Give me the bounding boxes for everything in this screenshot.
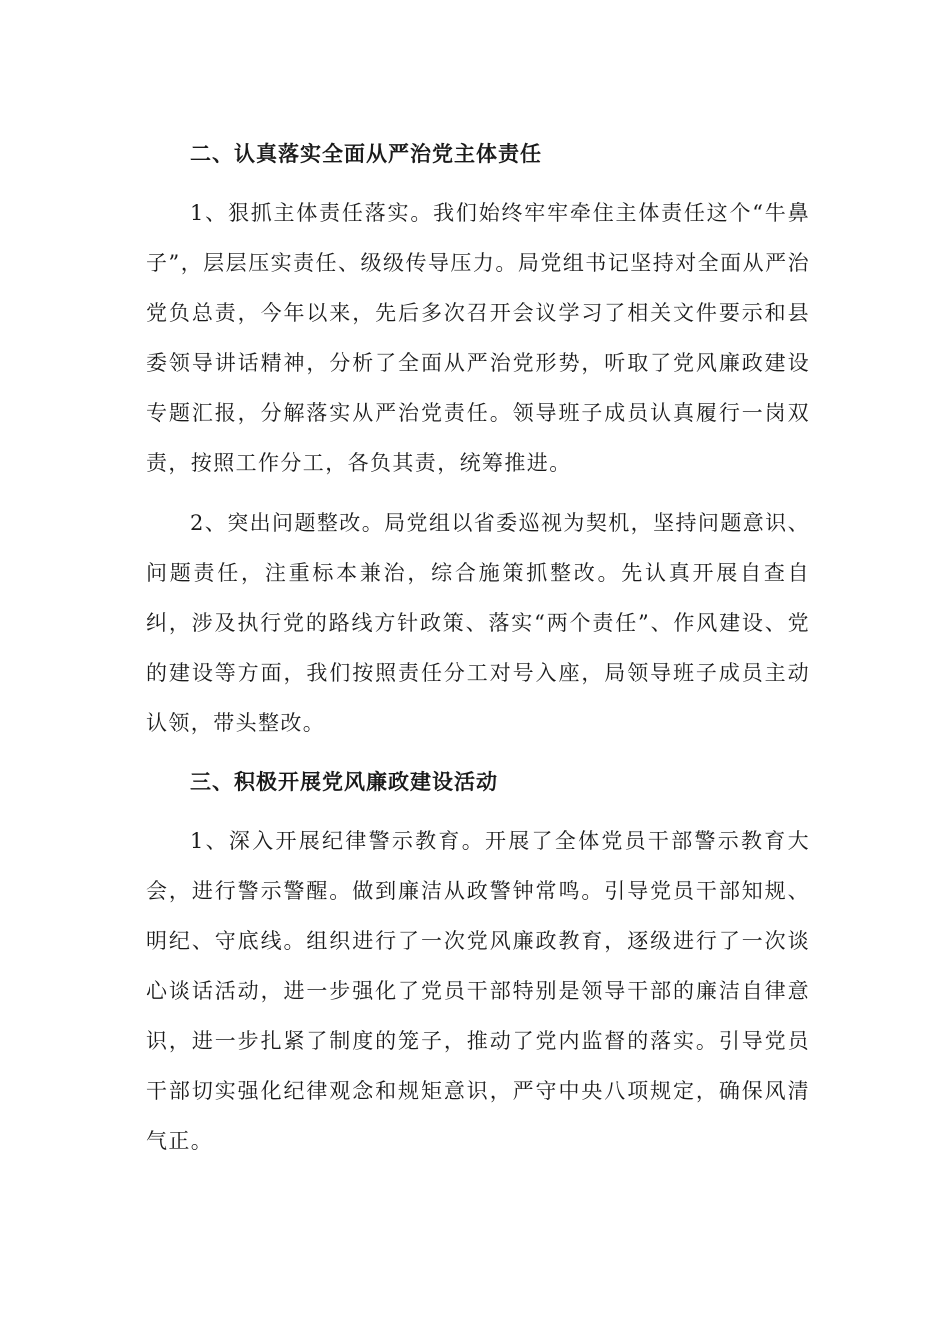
section-heading-2: 二、认真落实全面从严治党主体责任 — [190, 141, 542, 166]
paragraph-problem-rectification: 2、突出问题整改。局党组以省委巡视为契机，坚持问题意识、问题责任，注重标本兼治，综合施策抓整改。先认真开展自查自纠，涉及执行党的路线方针政策、落实“两个责任”、作风建设、党的建设等方面，我们按照责任分工对号入座，局领导班子成员主动认领，带头整改。 — [146, 511, 810, 735]
spacer — [146, 178, 810, 188]
paragraph-discipline-education: 1、深入开展纪律警示教育。开展了全体党员干部警示教育大会，进行警示警醒。做到廉洁从政警钟常鸣。引导党员干部知规、明纪、守底线。组织进行了一次党风廉政教育，逐级进行了一次谈心谈话活动，进一步强化了党员干部特别是领导干部的廉洁自律意识，进一步扎紧了制度的笼子，推动了党内监督的落实。引导党员干部切实强化纪律观念和规矩意识，严守中央八项规定，确保风清气正。 — [146, 829, 810, 1153]
spacer — [146, 748, 810, 758]
paragraph-main-responsibility: 1、狠抓主体责任落实。我们始终牢牢牵住主体责任这个“牛鼻子”，层层压实责任、级级传导压力。局党组书记坚持对全面从严治党负总责，今年以来，先后多次召开会议学习了相关文件要示和县委领导讲话精神，分析了全面从严治党形势，听取了党风廉政建设专题汇报，分解落实从严治党责任。领导班子成员认真履行一岗双责，按照工作分工，各负其责，统筹推进。 — [146, 201, 810, 475]
spacer — [146, 806, 810, 816]
document-body — [146, 130, 810, 1166]
section-heading-3: 三、积极开展党风廉政建设活动 — [190, 769, 498, 794]
spacer — [146, 488, 810, 498]
